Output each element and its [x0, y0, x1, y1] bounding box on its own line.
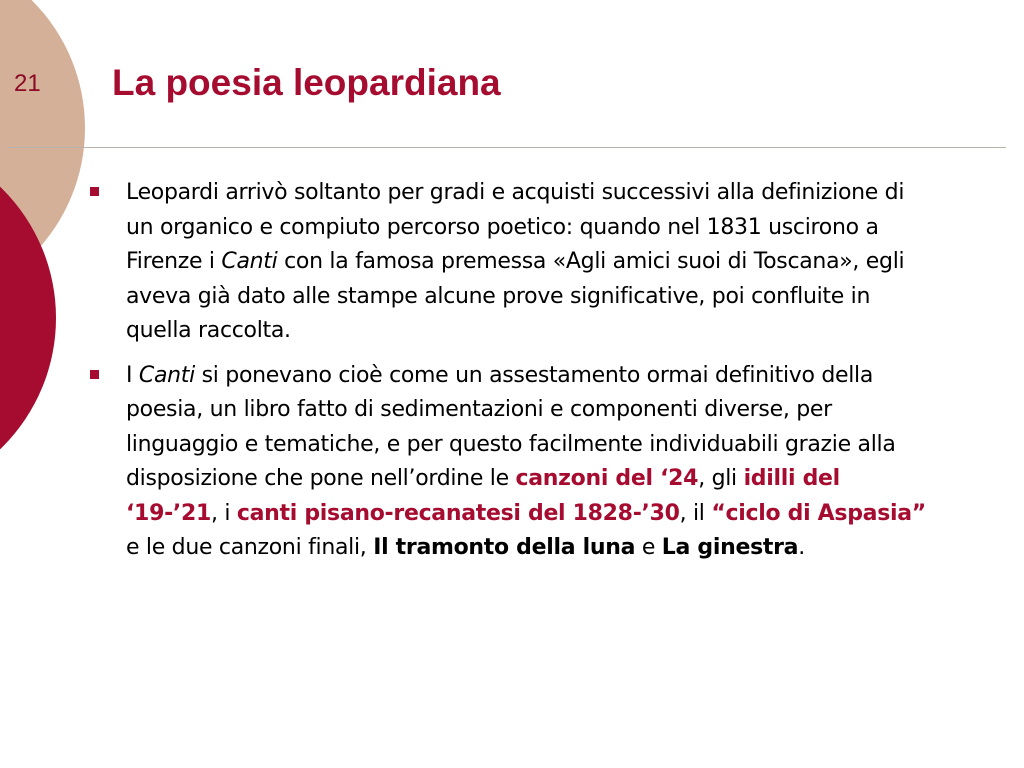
- bullet-list: [90, 176, 930, 566]
- title-divider: [8, 147, 1006, 148]
- text-run: con la famosa premessa «Agli amici suoi di Toscana», egli aveva già dato alle stampe alcune prove significative, poi confluite in quella raccolta.: [126, 249, 905, 343]
- highlight-canzoni: canzoni del ‘24: [515, 466, 699, 491]
- bullet-item: [90, 359, 930, 566]
- text-run: e: [635, 535, 662, 560]
- text-run: .: [798, 535, 805, 560]
- square-bullet-icon: [90, 370, 99, 379]
- text-run: si ponevano cioè come un assestamento ormai definitivo della poesia, un libro fatto di sedimentazioni e componenti diverse, per linguaggio e tematiche, e per questo facilmente individuabili grazie alla disposizione che pone nell’ordine le: [126, 362, 896, 491]
- italic-title-canti: Canti: [221, 249, 278, 274]
- italic-title-canti: Canti: [138, 362, 195, 388]
- square-bullet-icon: [90, 187, 99, 196]
- bold-il-tramonto-della-luna: Il tramonto della luna: [373, 535, 636, 560]
- slide-number: 21: [14, 70, 41, 97]
- highlight-idilli: idilli del ‘19-’21: [126, 466, 840, 526]
- bold-la-ginestra: La ginestra: [661, 535, 799, 560]
- text-run: , i: [210, 500, 237, 526]
- text-run: Leopardi arrivò soltanto per gradi e acquisti successivi alla definizione di un organico e compiuto percorso poetico: quando nel 1831 uscirono a Firenze i: [126, 180, 905, 274]
- text-run: I: [126, 362, 139, 388]
- text-run: e le due canzoni finali,: [126, 535, 374, 560]
- bullet-item: [90, 176, 930, 349]
- text-run: , gli: [698, 466, 744, 491]
- text-run: , il: [679, 500, 712, 526]
- highlight-ciclo-di-aspasia: “ciclo di Aspasia”: [711, 500, 926, 526]
- highlight-canti-pisano-recanatesi: canti pisano-recanatesi del 1828-’30: [236, 500, 680, 526]
- slide-title: La poesia leopardiana: [112, 62, 501, 103]
